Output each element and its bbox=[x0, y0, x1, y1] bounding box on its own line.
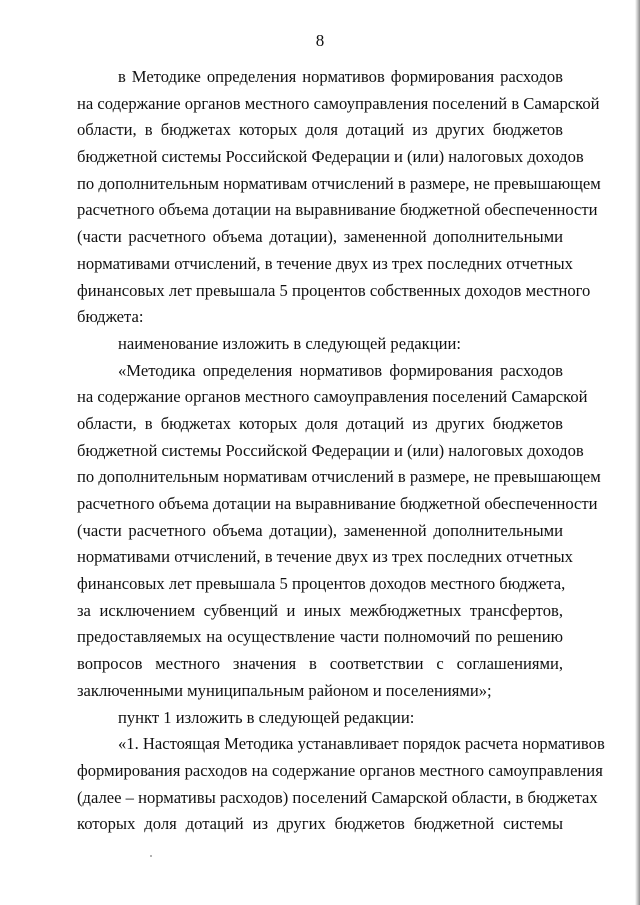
scan-artifact bbox=[150, 855, 152, 857]
text-line: (далее – нормативы расходов) поселений Самарской области, в бюджетах bbox=[77, 787, 598, 807]
text-line: которых доля дотаций из других бюджетов бюджетной системы bbox=[77, 814, 563, 834]
text-line: в Методике определения нормативов формирования расходов bbox=[118, 67, 563, 86]
text-line: нормативами отчислений, в течение двух из трех последних отчетных bbox=[77, 253, 573, 273]
text-line: наименование изложить в следующей редакции: bbox=[118, 333, 461, 353]
text-line: заключенными муниципальным районом и поселениями»; bbox=[77, 680, 492, 700]
text-line: области, в бюджетах которых доля дотаций из других бюджетов bbox=[77, 413, 563, 433]
body-text bbox=[77, 64, 605, 838]
text-line: финансовых лет превышала 5 процентов собственных доходов местного bbox=[77, 280, 591, 300]
text-line: на содержание органов местного самоуправления поселений Самарской bbox=[77, 387, 588, 407]
text-line: предоставляемых на осуществление части полномочий по решению bbox=[77, 627, 563, 647]
text-line: расчетного объема дотации на выравнивание бюджетной обеспеченности bbox=[77, 200, 598, 220]
text-line: (части расчетного объема дотации), замененной дополнительными bbox=[77, 227, 563, 247]
text-line: бюджета: bbox=[77, 307, 144, 327]
text-line: нормативами отчислений, в течение двух из трех последних отчетных bbox=[77, 547, 573, 567]
text-line: «1. Настоящая Методика устанавливает порядок расчета нормативов bbox=[118, 734, 605, 754]
text-line: по дополнительным нормативам отчислений в размере, не превышающем bbox=[77, 467, 601, 487]
text-line: финансовых лет превышала 5 процентов доходов местного бюджета, bbox=[77, 574, 566, 594]
page-number: 8 bbox=[315, 31, 325, 50]
text-line: формирования расходов на содержание органов местного самоуправления bbox=[77, 760, 603, 780]
text-line: «Методика определения нормативов формирования расходов bbox=[118, 360, 563, 380]
text-line: на содержание органов местного самоуправления поселений в Самарской bbox=[77, 93, 600, 113]
text-line: за исключением субвенций и иных межбюджетных трансфертов, bbox=[77, 600, 563, 620]
text-line: бюджетной системы Российской Федерации и (или) налоговых доходов bbox=[77, 440, 584, 460]
text-line: области, в бюджетах которых доля дотаций из других бюджетов bbox=[77, 120, 563, 140]
text-line: расчетного объема дотации на выравнивание бюджетной обеспеченности bbox=[77, 494, 598, 513]
text-line: вопросов местного значения в соответствии с соглашениями, bbox=[77, 654, 563, 674]
text-line: бюджетной системы Российской Федерации и (или) налоговых доходов bbox=[77, 147, 584, 167]
text-line: (части расчетного объема дотации), замененной дополнительными bbox=[77, 520, 563, 540]
text-line: по дополнительным нормативам отчислений в размере, не превышающем bbox=[77, 173, 601, 193]
text-line: пункт 1 изложить в следующей редакции: bbox=[118, 707, 415, 727]
scan-edge-shadow bbox=[635, 0, 640, 905]
